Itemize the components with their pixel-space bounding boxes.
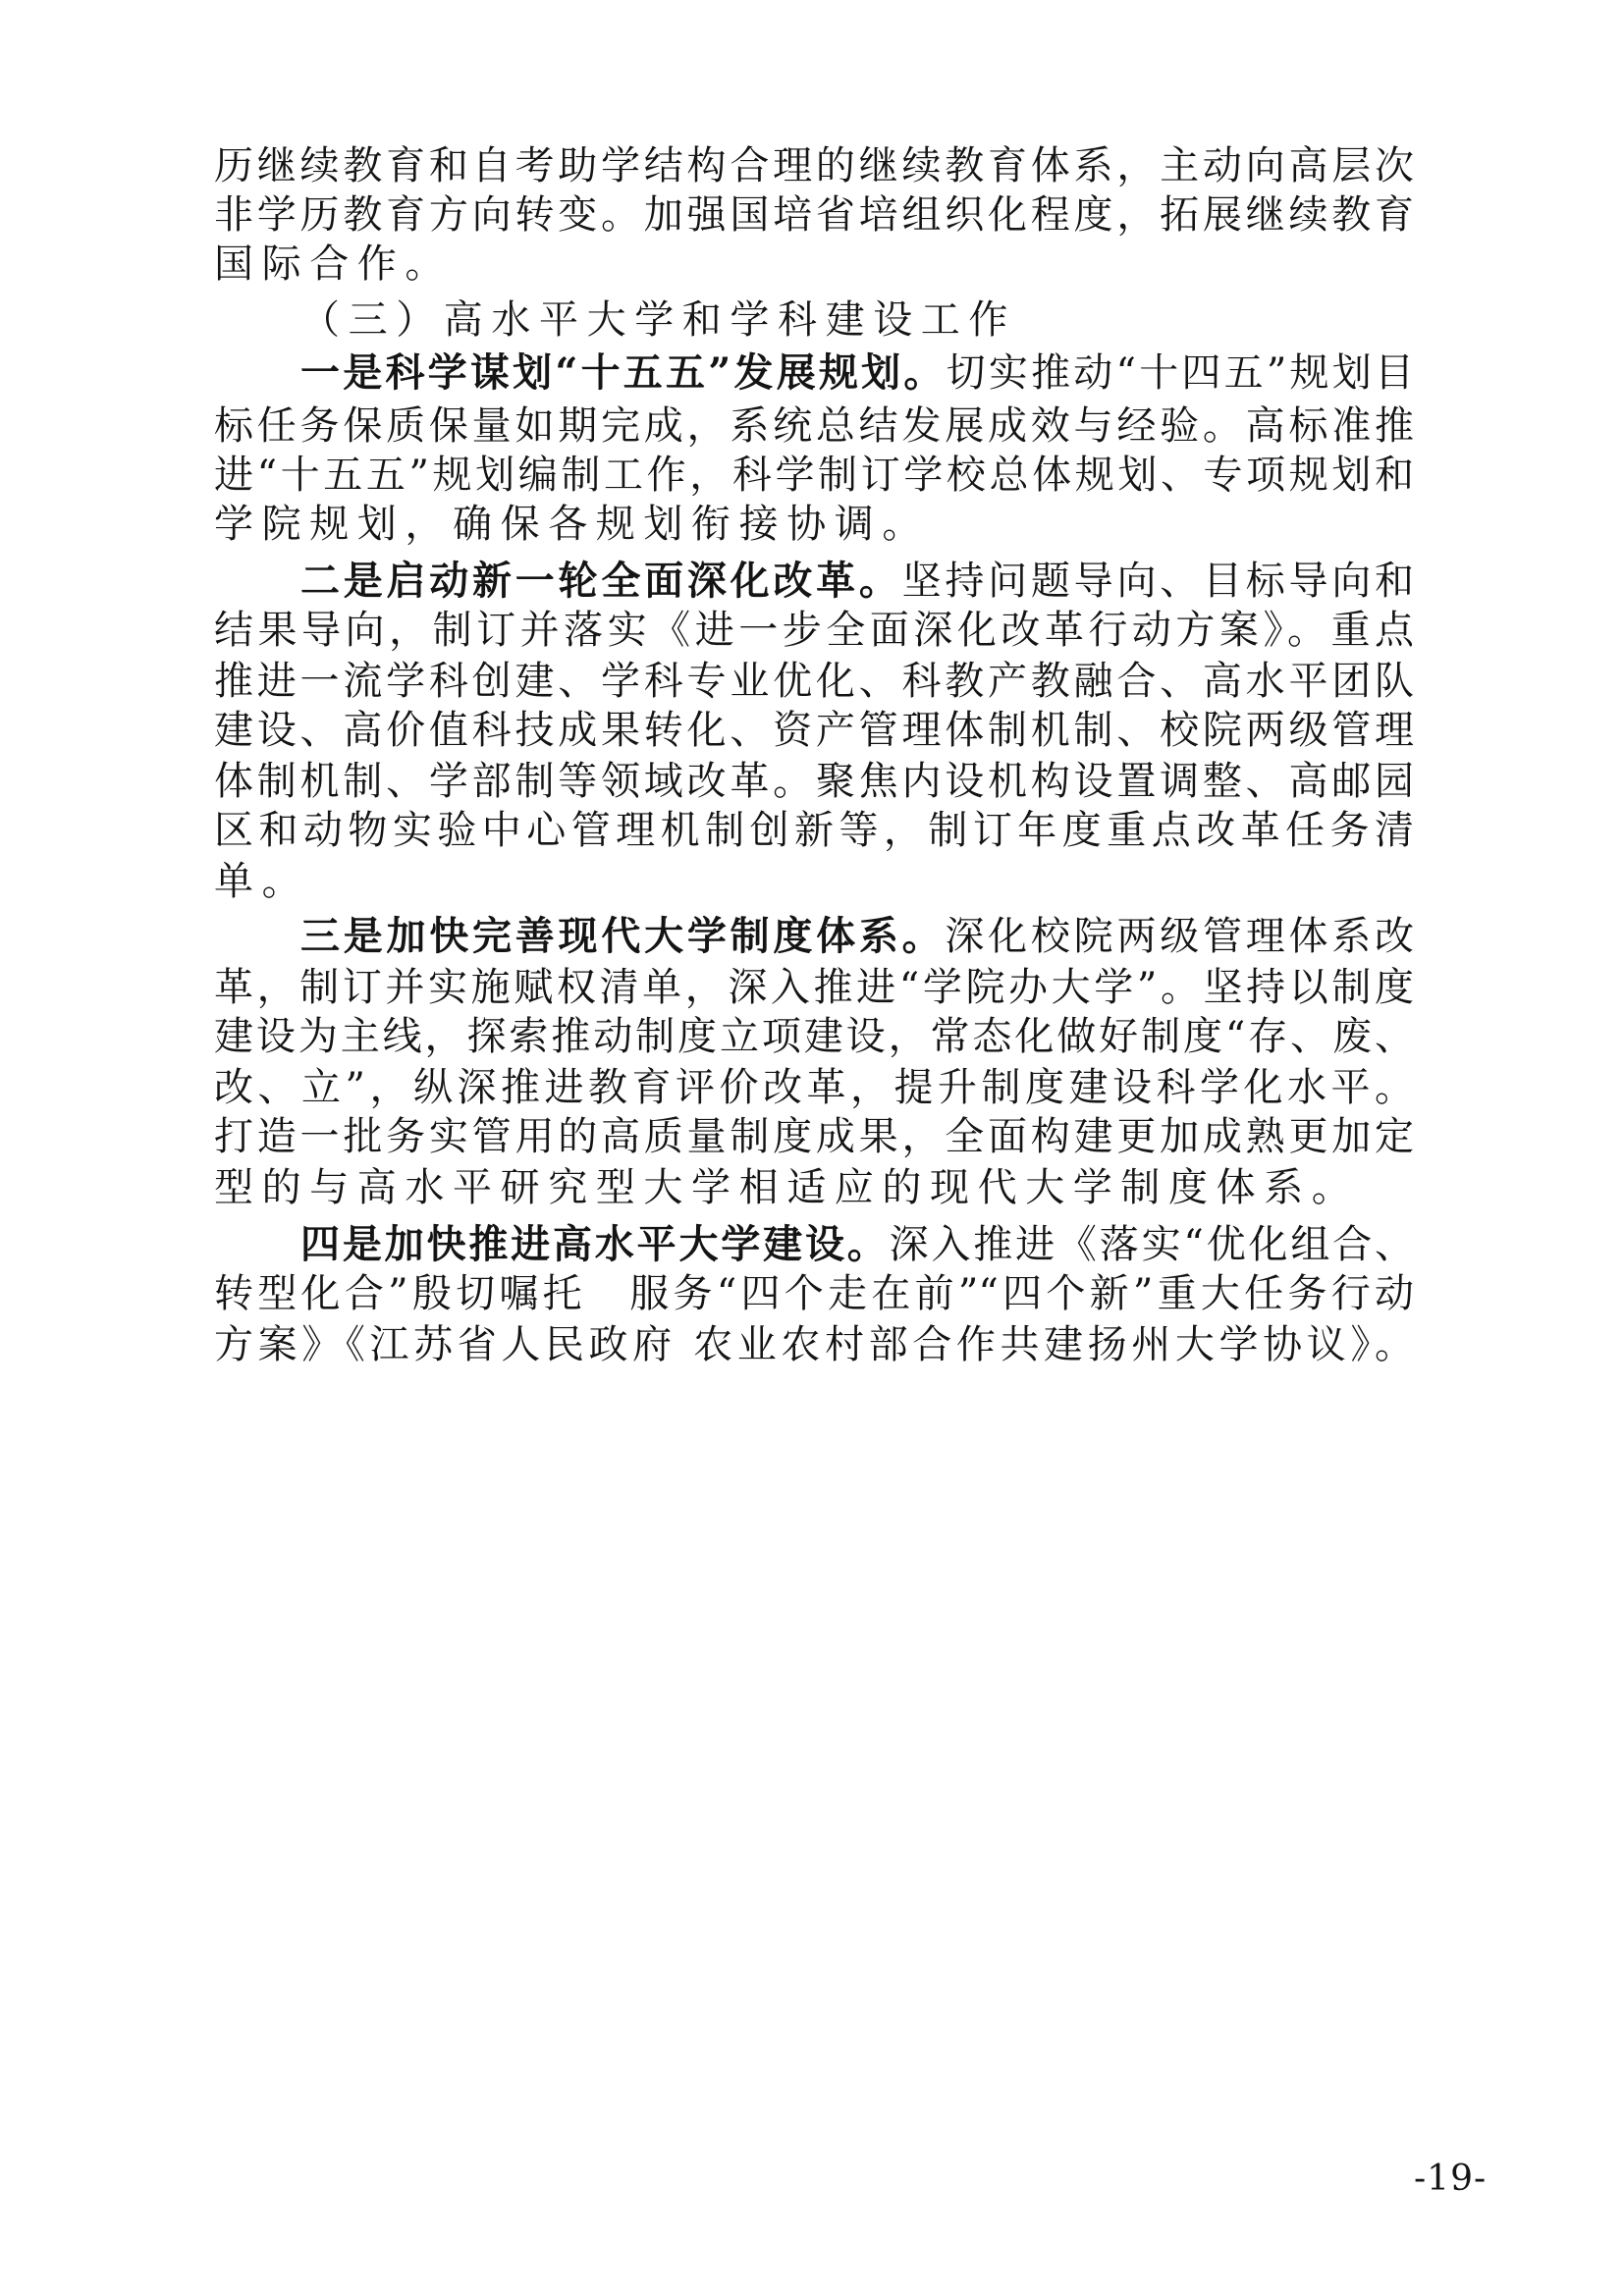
paragraph-lead-line: [300, 347, 1414, 399]
body-line: 推进一流学科创建、学科专业优化、科教产教融合、高水平团队: [214, 659, 1414, 704]
body-line: 结果导向，制订并落实《进一步全面深化改革行动方案》。重点: [214, 608, 1414, 653]
paragraph-lead: 三是加快完善现代大学制度体系。: [300, 913, 946, 959]
paragraph-lead: 二是启动新一轮全面深化改革。: [300, 558, 902, 604]
paragraph-text: 坚持问题导向、目标导向和: [901, 559, 1415, 604]
body-line: 进“十五五”规划编制工作，科学制订学校总体规划、专项规划和: [214, 453, 1414, 498]
paragraph-lead: 一是科学谋划“十五五”发展规划。: [300, 349, 947, 396]
body-line: 改、立”，纵深推进教育评价改革，提升制度建设科学化水平。: [214, 1065, 1414, 1110]
body-line: 体制机制、学部制等领域改革。聚焦内设机构设置调整、高邮园: [214, 759, 1414, 804]
paragraph-text: 深入推进《落实“优化组合、: [889, 1222, 1415, 1267]
body-line: 国际合作。: [214, 241, 453, 287]
body-line: 打造一批务实管用的高质量制度成果，全面构建更加成熟更加定: [214, 1114, 1414, 1159]
body-line: 非学历教育方向转变。加强国培省培组织化程度，拓展继续教育: [214, 192, 1414, 238]
section-heading: （三）高水平大学和学科建设工作: [300, 297, 1016, 343]
paragraph-lead-line: [300, 911, 1414, 962]
body-line: 方案》《江苏省人民政府 农业农村部合作共建扬州大学协议》。: [214, 1322, 1414, 1367]
paragraph-lead-line: [300, 1219, 1414, 1270]
paragraph-lead-line: [300, 556, 1414, 607]
body-line: 单。: [214, 859, 310, 904]
body-line: 革，制订并实施赋权清单，深入推进“学院办大学”。坚持以制度: [214, 965, 1414, 1010]
body-line: 建设为主线，探索推动制度立项建设，常态化做好制度“存、废、: [214, 1014, 1414, 1059]
paragraph-text: 深化校院两级管理体系改: [945, 914, 1415, 959]
body-line: 区和动物实验中心管理机制创新等，制订年度重点改革任务清: [214, 808, 1414, 853]
body-line: 建设、高价值科技成果转化、资产管理体制机制、校院两级管理: [214, 708, 1414, 753]
body-line: 历继续教育和自考助学结构合理的继续教育体系，主动向高层次: [214, 143, 1414, 188]
paragraph-text: 切实推动“十四五”规划目: [946, 350, 1414, 396]
body-line: 转型化合”殷切嘱托 服务“四个走在前”“四个新”重大任务行动: [214, 1271, 1414, 1316]
paragraph-lead: 四是加快推进高水平大学建设。: [300, 1221, 890, 1267]
body-line: 型的与高水平研究型大学相适应的现代大学制度体系。: [214, 1165, 1360, 1210]
body-line: 学院规划，确保各规划衔接协调。: [214, 502, 930, 547]
body-line: 标任务保质保量如期完成，系统总结发展成效与经验。高标准推: [214, 403, 1414, 449]
page-number: -19-: [1414, 2159, 1488, 2199]
